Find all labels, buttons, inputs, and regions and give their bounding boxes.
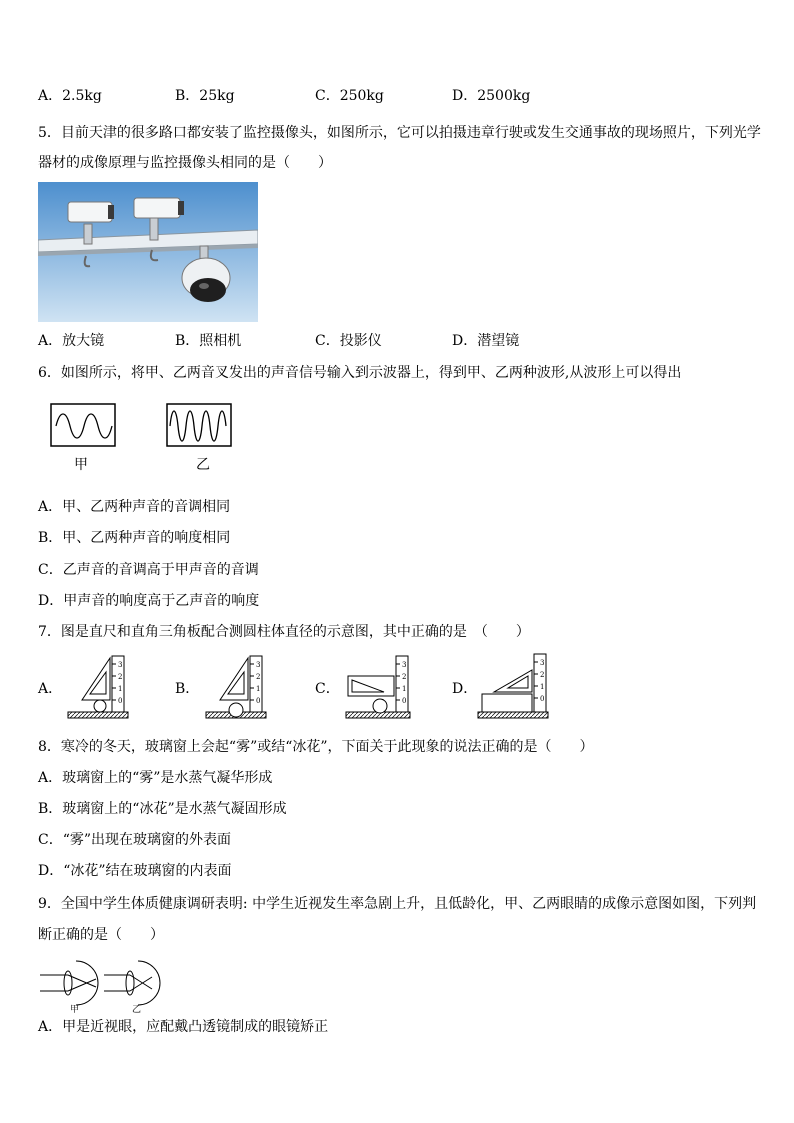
q7-option-b-letter: B． [175,681,200,697]
q4-option-a: A．2.5kg [38,88,102,104]
q7-option-c-letter: C． [315,681,340,697]
q8-stem: 8．寒冷的冬天，玻璃窗上会起“雾”或结“冰花”，下面关于此现象的说法正确的是（ ） [38,739,594,755]
eye-label-jia: 甲 [70,1005,80,1013]
ruler-tick-label: 2 [402,673,407,681]
q9-stem-line1: 9．全国中学生体质健康调研表明: 中学生近视发生率急剧上升，且低龄化，甲、乙两眼睛的成像示意图如图，下列判 [38,896,757,912]
q8-option-a: A．玻璃窗上的“雾”是水蒸气凝华形成 [38,770,273,786]
q7-option-d-letter: D． [452,681,478,697]
q5-option-b: B．照相机 [175,333,242,349]
q7-figure-c [344,654,414,720]
q7-figure-b [204,654,270,720]
q9-eye-diagrams [38,955,168,1013]
q5-option-c: C．投影仪 [315,333,382,349]
q5-option-a: A．放大镜 [38,333,105,349]
q6-stem: 6．如图所示，将甲、乙两音叉发出的声音信号输入到示波器上，得到甲、乙两种波形,从波形上可以得出 [38,365,682,381]
q4-option-b: B．25kg [175,88,235,104]
ruler-tick-label: 1 [540,683,545,691]
q6-option-d: D．甲声音的响度高于乙声音的响度 [38,593,260,609]
waveform-jia [50,402,120,450]
ruler-tick-label: 0 [256,697,261,705]
q6-option-c: C．乙声音的音调高于甲声音的音调 [38,562,259,578]
q7-figure-a [66,654,132,720]
q9-option-a: A．甲是近视眼，应配戴凸透镜制成的眼镜矫正 [38,1019,329,1035]
q5-stem-line2: 器材的成像原理与监控摄像头相同的是（ ） [38,155,332,171]
eye-diagram-yi [104,961,160,1005]
q4-option-c: C．250kg [315,88,384,104]
q5-stem-line1: 5．目前天津的很多路口都安装了监控摄像头，如图所示，它可以拍摄违章行驶或发生交通事故的现场照片，下列光学 [38,125,761,141]
q9-stem-line2: 断正确的是（ ） [38,927,164,943]
q7-figure-d [476,652,552,720]
ruler-tick-label: 1 [118,685,123,693]
q8-option-b: B．玻璃窗上的“冰花”是水蒸气凝固形成 [38,801,287,817]
eye-label-yi: 乙 [132,1005,142,1013]
waveform-jia-label: 甲 [74,457,88,473]
q7-option-a-letter: A． [38,681,63,697]
eye-diagram-jia [40,961,98,1005]
waveform-yi-label: 乙 [196,457,210,473]
q6-option-b: B．甲、乙两种声音的响度相同 [38,530,231,546]
ruler-tick-label: 2 [540,671,545,679]
ruler-tick-label: 0 [540,695,545,703]
ruler-tick-label: 2 [256,673,261,681]
ruler-tick-label: 3 [118,661,123,669]
q8-option-c: C．“雾”出现在玻璃窗的外表面 [38,832,232,848]
surveillance-camera-photo [38,182,258,322]
waveform-yi [166,402,236,450]
q7-stem: 7．图是直尺和直角三角板配合测圆柱体直径的示意图，其中正确的是 （ ） [38,624,530,640]
q4-option-d: D．2500kg [452,88,531,104]
ruler-tick-label: 1 [402,685,407,693]
q6-option-a: A．甲、乙两种声音的音调相同 [38,499,231,515]
q5-option-d: D．潜望镜 [452,333,520,349]
q8-option-d: D．“冰花”结在玻璃窗的内表面 [38,863,232,879]
ruler-tick-label: 0 [402,697,407,705]
ruler-tick-label: 3 [540,659,545,667]
ruler-tick-label: 3 [256,661,261,669]
ruler-tick-label: 0 [118,697,123,705]
ruler-tick-label: 3 [402,661,407,669]
ruler-tick-label: 1 [256,685,261,693]
ruler-tick-label: 2 [118,673,123,681]
